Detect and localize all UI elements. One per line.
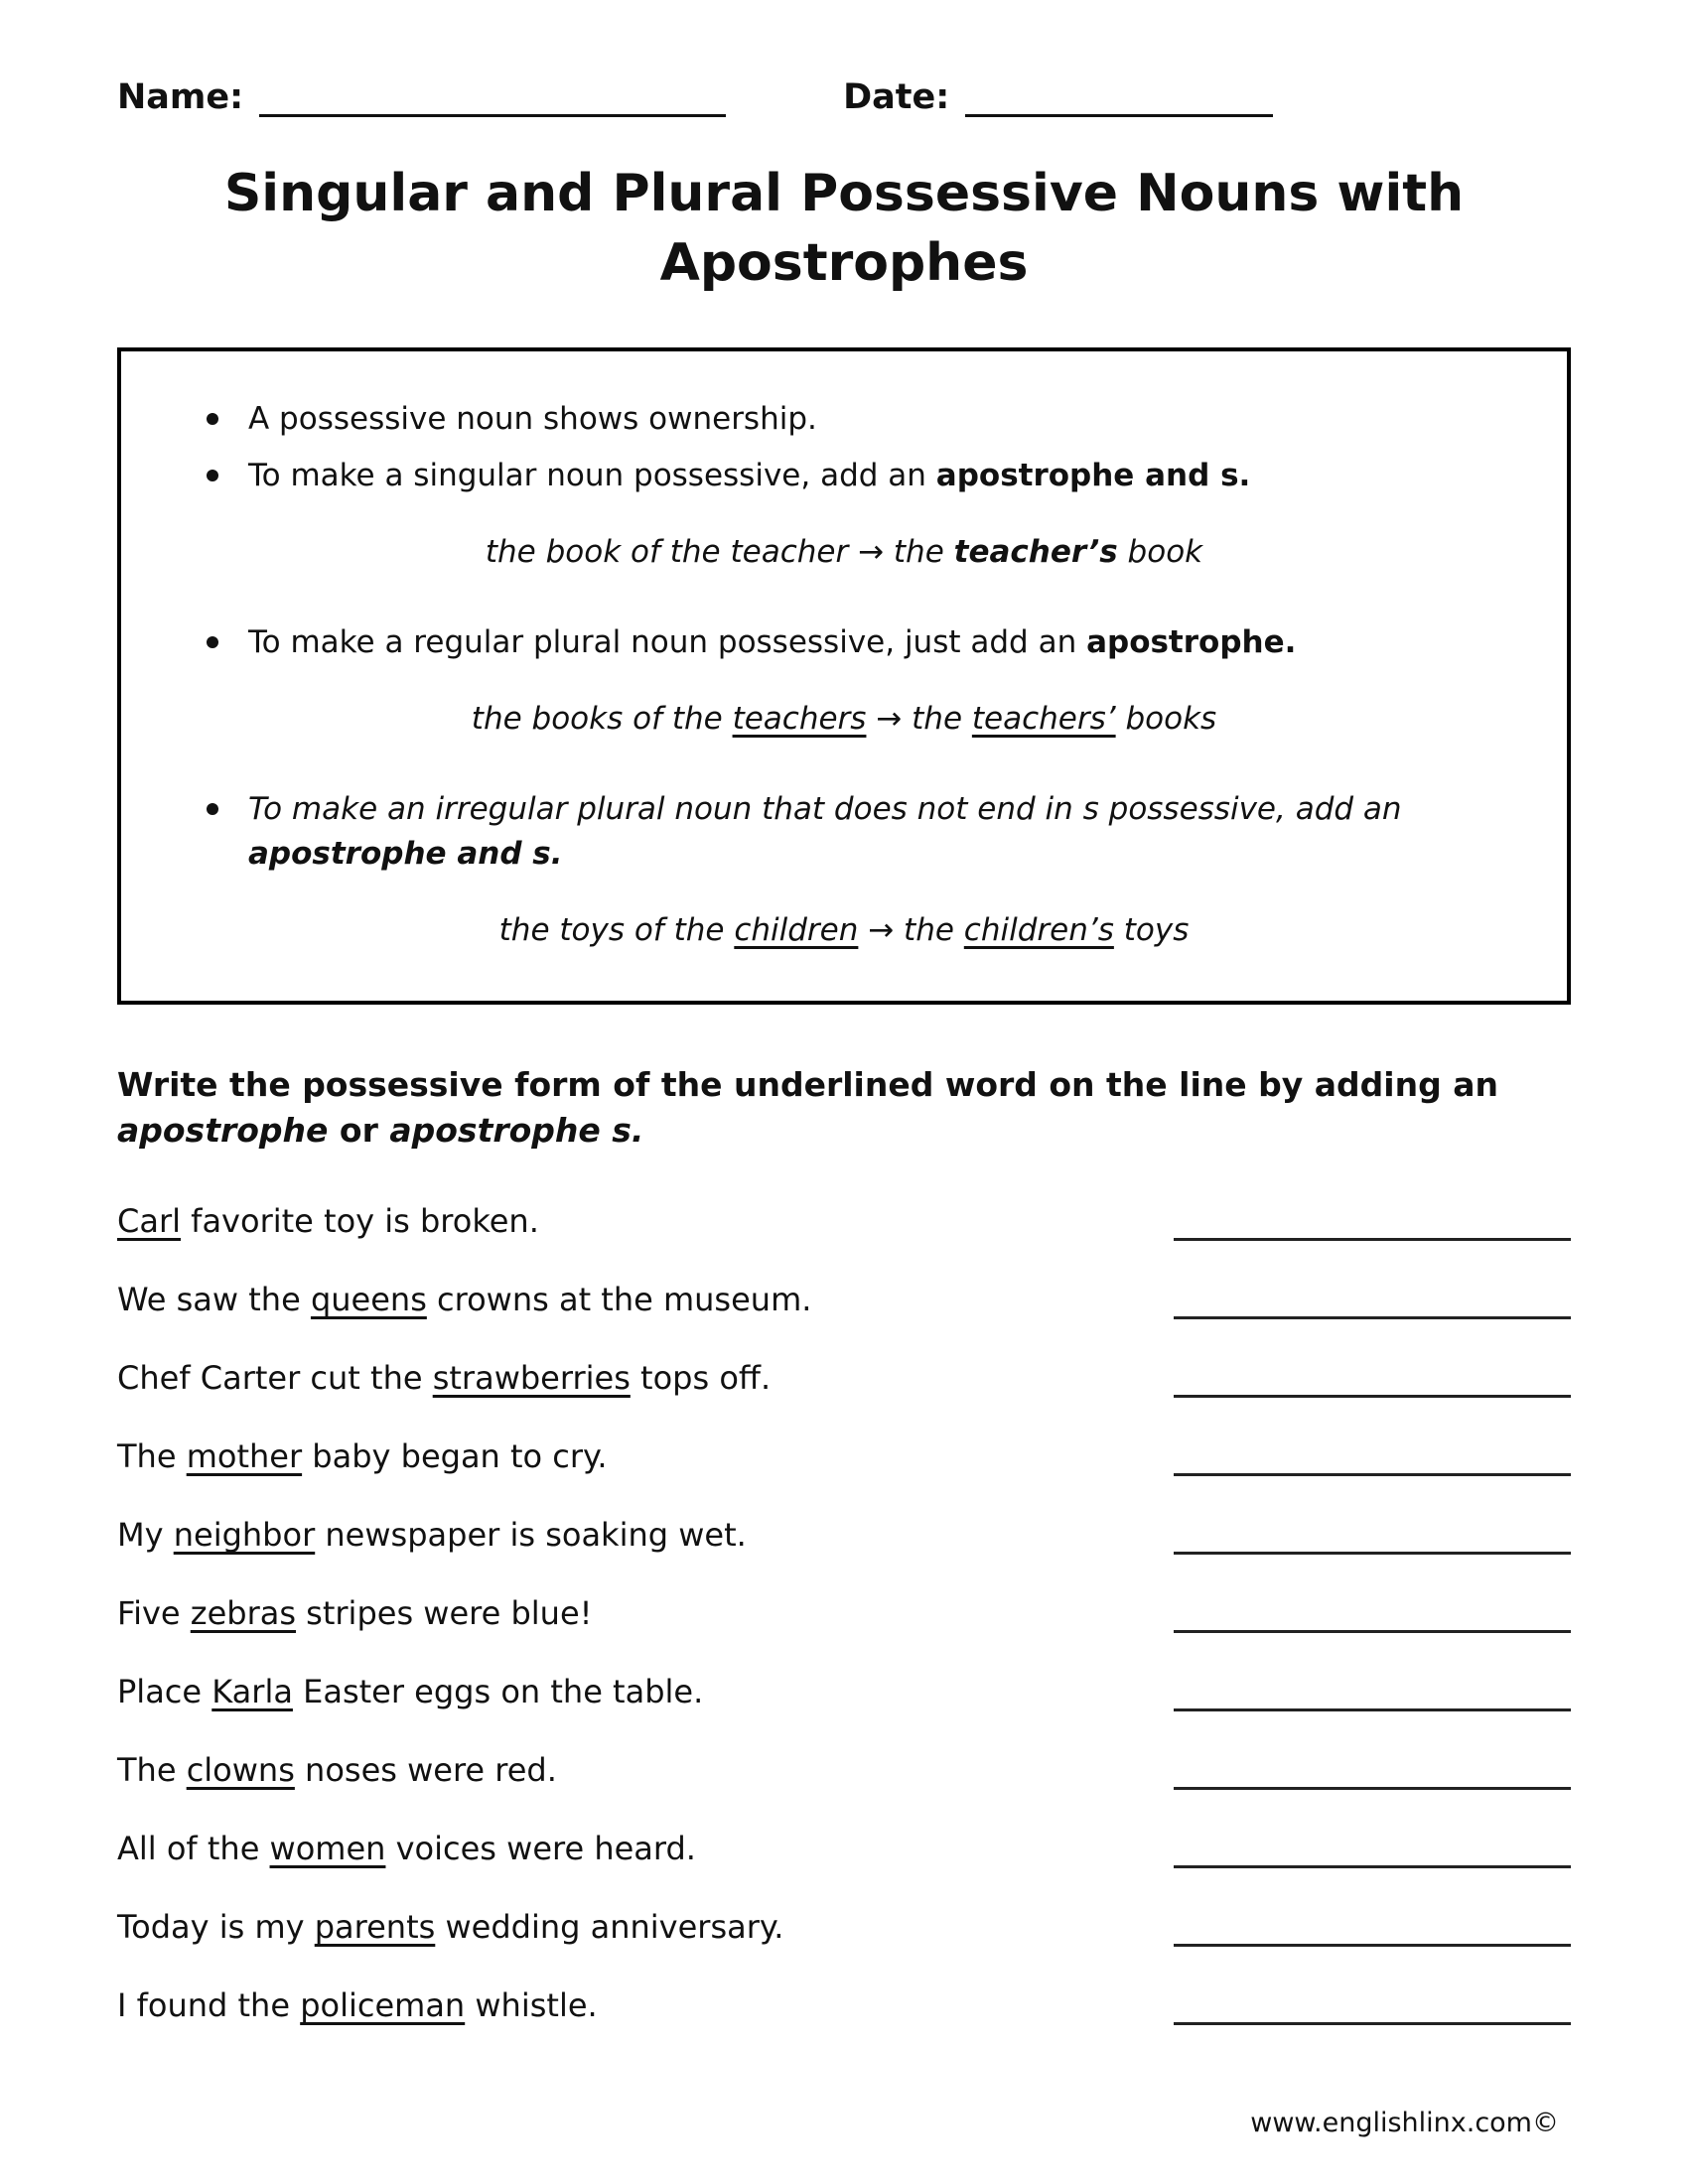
exercise-sentence: I found the policeman whistle.	[117, 1986, 598, 2025]
bullet-icon	[207, 803, 218, 815]
rule-text: To make a singular noun possessive, add an apostrophe and s.	[248, 458, 1251, 494]
exercise-sentence: Chef Carter cut the strawberries tops off.	[117, 1359, 772, 1398]
answer-line[interactable]	[1174, 1360, 1571, 1398]
answer-line[interactable]	[1174, 1909, 1571, 1947]
name-blank-line[interactable]	[259, 79, 726, 117]
exercise-sentence: Today is my parents wedding anniversary.	[117, 1908, 784, 1947]
rule-item-irregular-plural	[165, 787, 1523, 877]
page-title-line-1: Singular and Plural Possessive Nouns with	[223, 164, 1465, 223]
rule-item-regular-plural	[165, 620, 1523, 665]
exercise-list	[117, 1201, 1571, 2025]
answer-line[interactable]	[1174, 1674, 1571, 1711]
exercise-row-6	[117, 1593, 1571, 1633]
footer-site-link[interactable]: www.englishlinx.com©	[1250, 2108, 1559, 2138]
answer-line[interactable]	[1174, 1831, 1571, 1868]
exercise-row-7	[117, 1672, 1571, 1711]
rule-item-singular	[165, 454, 1523, 498]
exercise-row-5	[117, 1515, 1571, 1555]
exercise-row-4	[117, 1436, 1571, 1476]
answer-line[interactable]	[1174, 1517, 1571, 1555]
date-blank-line[interactable]	[965, 79, 1273, 117]
instructions-text: Write the possessive form of the underlined word on the line by adding an apostrophe or apostrophe s.	[117, 1064, 1498, 1151]
answer-line[interactable]	[1174, 1987, 1571, 2025]
rule-example-singular: the book of the teacher → the teacher’s book	[485, 534, 1203, 571]
exercise-row-2	[117, 1280, 1571, 1319]
rule-example-regular-plural: the books of the teachers → the teachers’ books	[471, 701, 1217, 738]
bullet-icon	[207, 470, 218, 481]
exercise-row-10	[117, 1907, 1571, 1947]
rule-example-irregular-plural: the toys of the children → the children’s toys	[498, 911, 1190, 948]
exercise-row-9	[117, 1829, 1571, 1868]
worksheet-header	[117, 77, 1571, 117]
exercise-sentence: The clowns noses were red.	[117, 1751, 557, 1790]
exercise-sentence: All of the women voices were heard.	[117, 1830, 696, 1868]
date-label: Date:	[843, 77, 950, 117]
exercise-sentence: Five zebras stripes were blue!	[117, 1594, 593, 1633]
exercise-row-3	[117, 1358, 1571, 1398]
exercise-sentence: The mother baby began to cry.	[117, 1437, 608, 1476]
bullet-icon	[207, 413, 218, 425]
rule-text: A possessive noun shows ownership.	[248, 401, 817, 438]
exercise-sentence: Place Karla Easter eggs on the table.	[117, 1673, 704, 1711]
answer-line[interactable]	[1174, 1203, 1571, 1241]
exercise-row-11	[117, 1985, 1571, 2025]
exercise-sentence: We saw the queens crowns at the museum.	[117, 1281, 812, 1319]
exercise-sentence: My neighbor newspaper is soaking wet.	[117, 1516, 747, 1555]
name-label: Name:	[117, 77, 244, 117]
answer-line[interactable]	[1174, 1752, 1571, 1790]
exercise-sentence: Carl favorite toy is broken.	[117, 1202, 539, 1241]
rules-box	[117, 347, 1571, 1005]
page-title-line-2: Apostrophes	[659, 233, 1029, 294]
rule-item-ownership	[165, 397, 1523, 442]
page-title	[117, 159, 1571, 298]
bullet-icon	[207, 636, 218, 648]
exercise-row-8	[117, 1750, 1571, 1790]
answer-line[interactable]	[1174, 1595, 1571, 1633]
answer-line[interactable]	[1174, 1282, 1571, 1319]
rule-text: To make a regular plural noun possessive, just add an apostrophe.	[248, 624, 1297, 661]
answer-line[interactable]	[1174, 1438, 1571, 1476]
rule-text: To make an irregular plural noun that does not end in s possessive, add an apostrophe and s.	[248, 791, 1402, 872]
exercise-row-1	[117, 1201, 1571, 1241]
